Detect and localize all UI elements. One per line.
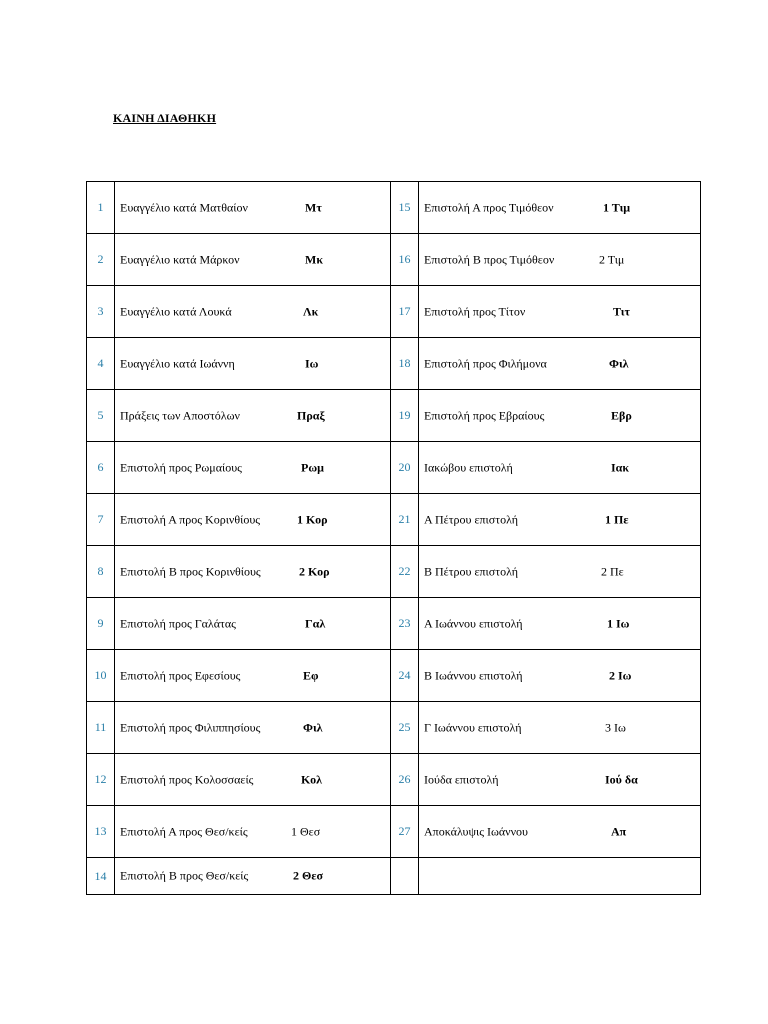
book-title: Ευαγγέλιο κατά Ιωάννη	[120, 356, 235, 370]
book-abbreviation: 1 Ιω	[607, 616, 630, 630]
table-row	[87, 598, 701, 650]
book-number: 13	[87, 806, 115, 858]
table-row	[87, 754, 701, 806]
book-abbreviation: 3 Ιω	[605, 720, 626, 734]
book-cell	[115, 494, 391, 546]
book-number: 27	[391, 806, 419, 858]
book-title: Ευαγγέλιο κατά Ματθαίον	[120, 200, 248, 214]
book-cell	[419, 286, 701, 338]
book-number: 25	[391, 702, 419, 754]
book-abbreviation: 2 Κορ	[299, 564, 330, 578]
book-abbreviation: Ρωμ	[301, 460, 324, 474]
book-title: Πράξεις των Αποστόλων	[120, 408, 240, 422]
book-title: Ιούδα επιστολή	[424, 772, 499, 786]
book-abbreviation: Μκ	[305, 252, 323, 266]
table-row	[87, 338, 701, 390]
book-title: Επιστολή Β προς Τιμόθεον	[424, 252, 555, 266]
book-abbreviation: 1 Τιμ	[603, 200, 631, 214]
book-cell	[115, 182, 391, 234]
book-title: Β Πέτρου επιστολή	[424, 564, 519, 578]
book-title: Επιστολή Α προς Θεσ/κείς	[120, 824, 248, 838]
book-abbreviation: 2 Πε	[601, 564, 624, 578]
book-cell	[419, 650, 701, 702]
book-abbreviation: 2 Τιμ	[599, 252, 625, 266]
book-cell	[419, 546, 701, 598]
book-abbreviation: Φιλ	[303, 720, 323, 734]
book-number: 16	[391, 234, 419, 286]
book-number: 12	[87, 754, 115, 806]
book-title: Β Ιωάννου επιστολή	[424, 668, 523, 682]
book-abbreviation: Πραξ	[297, 408, 325, 422]
table-row	[87, 234, 701, 286]
book-abbreviation: Λκ	[303, 304, 319, 318]
book-title: Επιστολή Β προς Θεσ/κείς	[120, 868, 249, 883]
book-cell	[115, 806, 391, 858]
table-row	[87, 286, 701, 338]
book-title: Επιστολή Α προς Κορινθίους	[120, 512, 261, 526]
book-title: Επιστολή Β προς Κορινθίους	[120, 564, 261, 578]
book-number: 22	[391, 546, 419, 598]
table-row	[87, 806, 701, 858]
table-row	[87, 858, 701, 895]
book-number: 3	[87, 286, 115, 338]
book-title: Α Ιωάννου επιστολή	[424, 616, 523, 630]
book-number: 11	[87, 702, 115, 754]
book-cell	[419, 338, 701, 390]
book-number: 18	[391, 338, 419, 390]
book-number: 10	[87, 650, 115, 702]
book-title: Επιστολή προς Φιλιππησίους	[120, 720, 261, 734]
book-cell	[419, 182, 701, 234]
book-number: 9	[87, 598, 115, 650]
book-number: 17	[391, 286, 419, 338]
book-number: 20	[391, 442, 419, 494]
book-cell	[419, 598, 701, 650]
book-cell	[419, 442, 701, 494]
book-title: Επιστολή προς Κολοσσαείς	[120, 772, 254, 786]
table-row	[87, 182, 701, 234]
table-row	[87, 442, 701, 494]
book-title: Επιστολή προς Φιλήμονα	[424, 356, 547, 370]
table-row	[87, 546, 701, 598]
book-cell	[115, 442, 391, 494]
book-title: Επιστολή προς Εβραίους	[424, 408, 545, 422]
book-number: 8	[87, 546, 115, 598]
book-abbreviation: Ιακ	[611, 460, 630, 474]
book-abbreviation: 1 Θεσ	[291, 824, 321, 838]
book-number: 7	[87, 494, 115, 546]
book-cell	[419, 390, 701, 442]
book-number: 24	[391, 650, 419, 702]
book-cell	[115, 286, 391, 338]
book-title: Επιστολή προς Γαλάτας	[120, 616, 236, 630]
book-number: 15	[391, 182, 419, 234]
book-cell	[115, 754, 391, 806]
book-abbreviation: 2 Ιω	[609, 668, 632, 682]
book-title: Επιστολή προς Εφεσίους	[120, 668, 241, 682]
book-number	[391, 858, 419, 895]
book-title: Επιστολή Α προς Τιμόθεον	[424, 200, 554, 214]
book-cell	[419, 234, 701, 286]
book-cell	[115, 858, 391, 895]
book-number: 4	[87, 338, 115, 390]
book-abbreviation: Μτ	[305, 200, 322, 214]
book-number: 14	[87, 858, 115, 895]
book-title: Αποκάλυψις Ιωάννου	[424, 824, 528, 838]
table-row	[87, 390, 701, 442]
book-abbreviation: Γαλ	[305, 616, 326, 630]
book-number: 21	[391, 494, 419, 546]
table-row	[87, 650, 701, 702]
book-abbreviation: 1 Πε	[605, 512, 629, 526]
book-number: 5	[87, 390, 115, 442]
book-abbreviation: 1 Κορ	[297, 512, 328, 526]
book-cell	[115, 650, 391, 702]
book-title: Επιστολή προς Τίτον	[424, 304, 526, 318]
book-number: 2	[87, 234, 115, 286]
book-cell	[115, 702, 391, 754]
book-number: 19	[391, 390, 419, 442]
book-abbreviation: 2 Θεσ	[293, 868, 323, 883]
books-table	[86, 181, 701, 895]
book-abbreviation: Τιτ	[613, 304, 631, 318]
book-abbreviation: Κολ	[301, 772, 322, 786]
book-number: 6	[87, 442, 115, 494]
book-cell	[115, 234, 391, 286]
book-cell	[419, 754, 701, 806]
book-title: Α Πέτρου επιστολή	[424, 512, 519, 526]
book-cell	[419, 858, 701, 895]
book-cell	[419, 806, 701, 858]
book-number: 1	[87, 182, 115, 234]
table-row	[87, 494, 701, 546]
page-title: ΚΑΙΝΗ ΔΙΑΘΗΚΗ	[113, 111, 217, 125]
book-title: Ευαγγέλιο κατά Μάρκον	[120, 252, 240, 266]
book-abbreviation: Φιλ	[609, 356, 629, 370]
book-title: Ιακώβου επιστολή	[424, 460, 513, 474]
book-cell	[115, 598, 391, 650]
book-number: 23	[391, 598, 419, 650]
book-cell	[419, 702, 701, 754]
book-abbreviation: Ιού δα	[605, 772, 638, 786]
book-cell	[115, 338, 391, 390]
book-number: 26	[391, 754, 419, 806]
book-cell	[115, 546, 391, 598]
table-row	[87, 702, 701, 754]
book-cell	[115, 390, 391, 442]
book-title: Επιστολή προς Ρωμαίους	[120, 460, 242, 474]
book-abbreviation: Ιω	[305, 356, 319, 370]
book-abbreviation: Απ	[611, 824, 627, 838]
book-abbreviation: Εβρ	[611, 408, 632, 422]
book-title: Ευαγγέλιο κατά Λουκά	[120, 304, 232, 318]
book-abbreviation: Εφ	[303, 668, 319, 682]
book-cell	[419, 494, 701, 546]
book-title: Γ Ιωάννου επιστολή	[424, 720, 522, 734]
